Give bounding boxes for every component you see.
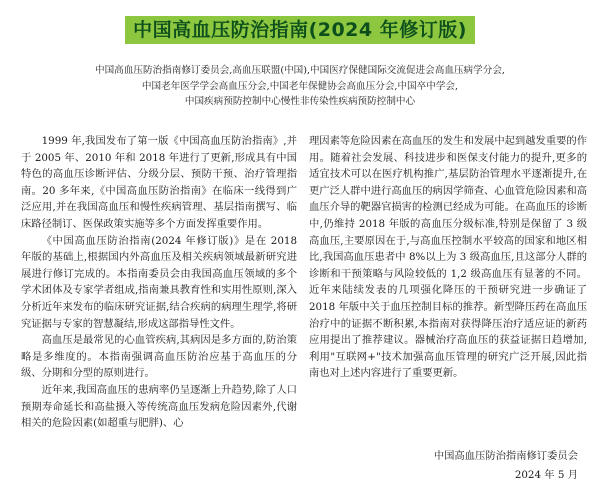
paragraph-continued: 理因素等危险因素在高血压的发生和发展中起到越发重要的作用。随着社会发展、科技进步和医保支付能力的提升,更多的适宜技术可以在医疗机构推广,基层防治管理水平逐渐提升,在更广泛人群中进行高血压的病因学筛查、心血管危险因素和高血压介导的靶器官损害的检测已经成为可能。在高血压的诊断中,仍维持 2018 年版的高血压分级标准,特别是保留了 3 级高血压,主要原因在于,与高血压控制水平较高的国家和地区相比,我国高血压患者中 8%以上为 3 级高血压,且这部分人群的诊断和干预策略与风险较低的 1,2 级高血压有显著的不同。近年来陆续发表的几项强化降压的干预研究进一步确证了 2018 年版中关于血压控制目标的推荐。新型降压药在高血压治疗中的证据不断积累,本指南对获得降压治疗适应证的新药应用提出了推荐建议。器械治疗高血压的获益证据日趋增加,利用"互联网+"技术加强高血压管理的研究广泛开展,因此指南也对上述内容进行了重要更新。 (309, 135, 588, 380)
paragraph: 高血压是最常见的心血管疾病,其病因是多方面的,防治策略是多维度的。本指南强调高血压防治应基于高血压的分级、分期和分型的原则进行。 (21, 334, 297, 380)
right-column (309, 133, 587, 382)
signature-date: 2024 年 5 月 (514, 469, 578, 481)
author-line: 中国老年医学学会高血压分会,中国老年保健协会高血压分会,中国卒中学会, (141, 80, 459, 92)
left-column (21, 133, 297, 432)
paragraph: 1999 年,我国发布了第一版《中国高血压防治指南》,并于 2005 年、2010 年和 2018 年进行了更新,形成具有中国特色的高血压诊断评估、分级分层、预防干预、治疗管理指南。20 多年来,《中国高血压防治指南》在临床一线得到广泛应用,并在我国高血压和慢性疾病管理、基层指南撰写、临床路径制订、医保政策实施等多个方面发挥重要作用。 (21, 135, 297, 230)
author-line: 中国疾病预防控制中心慢性非传染性疾病预防控制中心 (184, 96, 416, 107)
signature-org: 中国高血压防治指南修订委员会 (433, 450, 578, 462)
page-title: 中国高血压防治指南(2024 年修订版) (125, 16, 475, 44)
title-banner (0, 16, 600, 44)
paragraph: 近年来,我国高血压的患病率仍呈逐渐上升趋势,除了人口预期寿命延长和高盐摄入等传统高血压发病危险因素外,代谢相关的危险因素(如超重与肥胖)、心 (21, 383, 297, 430)
author-list (20, 63, 580, 110)
author-line: 中国高血压防治指南修订委员会,高血压联盟(中国),中国医疗保健国际交流促进会高血压病学分会, (95, 65, 505, 76)
paragraph: 《中国高血压防治指南(2024 年修订版)》是在 2018 年版的基础上,根据国内外高血压及相关疾病领域最新研究进展进行修订完成的。本指南委员会由我国高血压领域的多个学术团体及专家学者组成,指南兼具教育性和实用性原则,深入分析近年来发布的临床研究证据,结合疾病的病理生理学,将研究证据与专家的智慧凝结,形成这部指导性文件。 (21, 234, 297, 330)
